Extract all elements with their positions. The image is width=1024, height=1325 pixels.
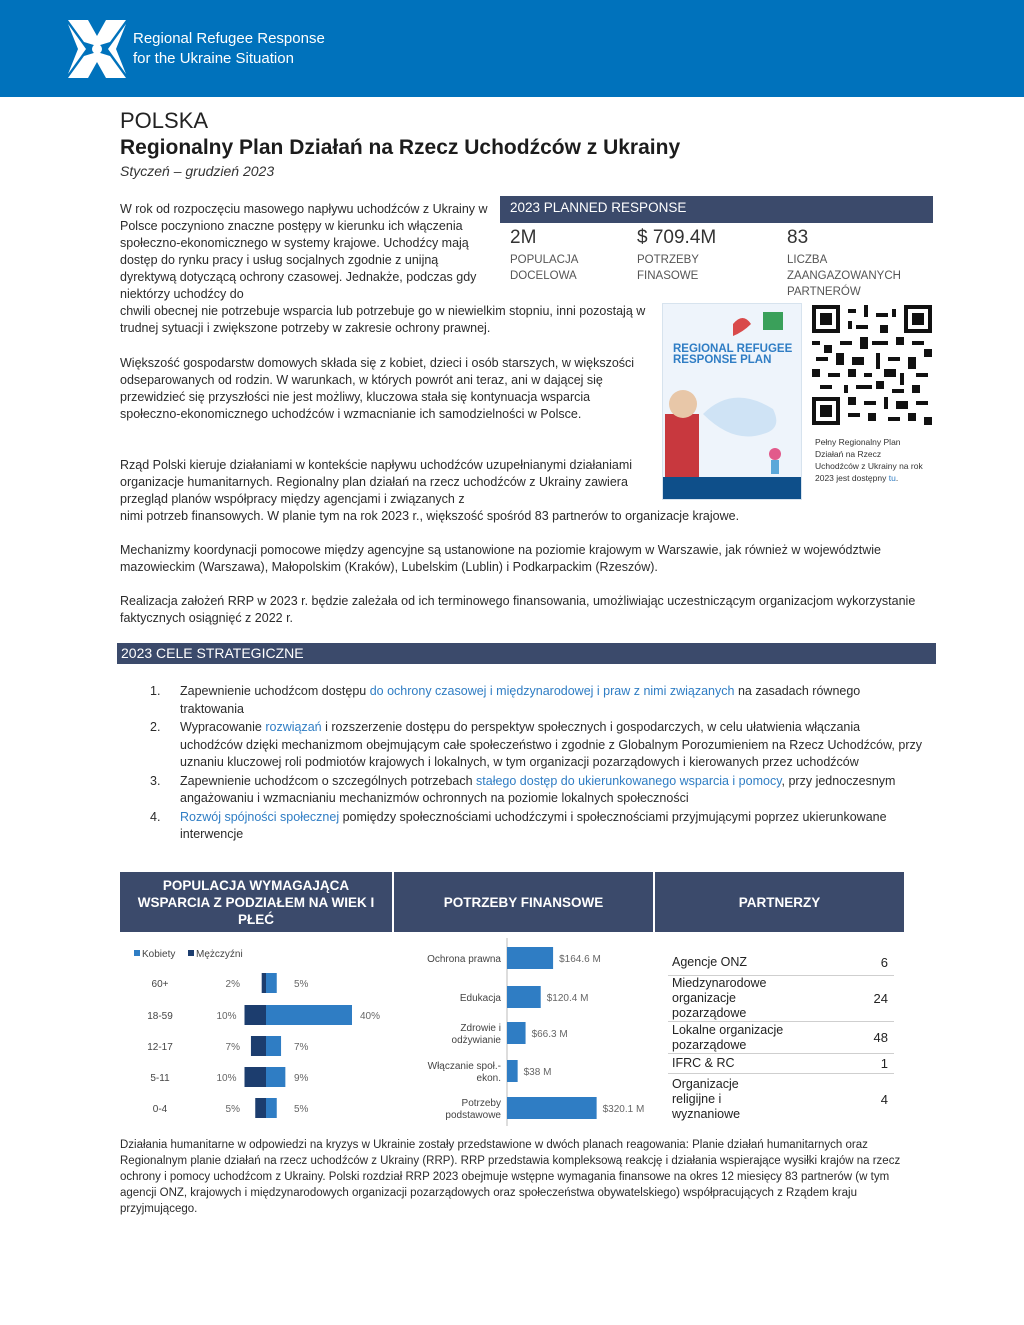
bar-male: [266, 1005, 352, 1025]
goal-text: Wypracowanie: [180, 720, 266, 734]
planned-response-heading: 2023 PLANNED RESPONSE: [500, 196, 933, 223]
bar-female: [262, 973, 266, 993]
cover-footer: [663, 477, 802, 499]
finance-category-label: Potrzeby: [461, 1098, 501, 1109]
partner-count: 48: [873, 1030, 888, 1045]
goal-text: , przy jednoczesnym angażowaniu i wzmacnianiu mechanizmów ochronnych na poziomie lokalnych społeczności: [180, 773, 896, 805]
org-name-line2: for the Ukraine Situation: [133, 50, 294, 67]
partner-row: [668, 1054, 894, 1074]
goal-text: pomiędzy społecznościami uchodźczymi i społecznościami przyjmującymi poprzez ukierunkowane interwencje: [180, 809, 887, 841]
female-share-label: 10%: [216, 1073, 237, 1084]
intro-paragraph-1b: chwili obecnej nie potrzebuje wsparcia lub potrzebuje go w niewielkim stopniu, inni pozostają w trudnej sytuacji i zwiększone potrzeby w zakresie ochrony prawnej.: [120, 304, 646, 335]
country-label: POLSKA: [120, 108, 209, 133]
stat-value: 2M: [510, 227, 537, 248]
finance-panel-heading: POTRZEBY FINANSOWE: [394, 872, 653, 932]
male-share-label: 9%: [294, 1073, 309, 1084]
org-name-line1: Regional Refugee Response: [133, 30, 325, 47]
finance-value-label: $164.6 M: [559, 954, 601, 965]
partner-count: 24: [873, 991, 888, 1006]
goal-link[interactable]: Rozwój spójności społecznej: [180, 809, 340, 824]
strategic-goals-list: [150, 683, 925, 845]
female-share-label: 7%: [225, 1042, 240, 1053]
rrp-cover-image[interactable]: [662, 303, 802, 500]
goal-number: 1.: [150, 684, 161, 698]
female-share-label: 5%: [225, 1104, 240, 1115]
goal-item: [150, 719, 925, 772]
bar-female: [245, 1067, 267, 1087]
partner-row: [668, 1074, 894, 1124]
bar-male: [266, 1036, 281, 1056]
finance-category-label: podstawowe: [445, 1110, 501, 1121]
header-band: [0, 0, 1024, 97]
intro-paragraph-1a: W rok od rozpoczęciu masowego napływu uchodźców z Ukrainy w Polsce poczyniono znaczne postępy w kierunku ich włączenia społeczno-ekonomicznego w systemy krajowe. Uchodźcy mają dostęp do rynku pracy i usług socjalnych zgodnie z unijną dyrektywą dotyczącą ochrony czasowej. Jednakże, podczas gdy niektórzy uchodźcy do: [120, 202, 488, 301]
finance-bar: [507, 947, 553, 969]
qr-code-icon[interactable]: [812, 305, 932, 425]
stat-financial-needs: [637, 227, 717, 284]
bar-female: [245, 1005, 267, 1025]
qr-link[interactable]: tu: [888, 473, 896, 483]
finance-bar: [507, 1097, 597, 1119]
goal-number: 2.: [150, 720, 161, 734]
partner-type: Miedzynarodowe organizacje pozarządowe: [672, 976, 767, 1020]
partner-type: Agencje ONZ: [672, 955, 748, 969]
goal-text: Zapewnienie uchodźcom o szczególnych potrzebach: [180, 773, 477, 788]
stat-partners: [787, 227, 927, 300]
bar-male: [266, 1067, 285, 1087]
stat-target-population: [510, 227, 600, 284]
partner-count: 1: [880, 1056, 888, 1071]
goal-link[interactable]: do ochrony czasowej i międzynarodowej i praw z nimi związanych: [369, 684, 735, 698]
intro-paragraph-2: Większość gospodarstw domowych składa się z kobiet, dzieci i osób starszych, w większości odseparowanych od rodzin. W warunkach, w których powrót ani teraz, ani w dającej się przewidzieć się przyszłości nie jest możliwy, kluczowa stała się kontynuacja wsparcia społeczno-ekonomicznego uchodźców i wzmacnianie ich samodzielności w Polsce.: [120, 356, 635, 421]
intro-paragraph-3: Rząd Polski kieruje działaniami w kontekście napływu uchodźców uzupełnianymi działaniami organizacje humanitarnych. Regionalny plan działań na rzecz uchodźców z Ukrainy zawiera przegląd planów współpracy między agencjami i związanych z: [120, 458, 633, 506]
male-share-label: 5%: [294, 1104, 309, 1115]
bar-male: [266, 1098, 277, 1118]
goal-link[interactable]: rozwiązań: [265, 720, 322, 734]
legend-label-mezczyzni: Mężczyźni: [196, 949, 243, 960]
goal-item: [150, 683, 925, 718]
rrp-logo-icon: [66, 18, 128, 80]
finance-category-label: Ochrona prawna: [427, 954, 501, 965]
finance-value-label: $38 M: [523, 1067, 552, 1078]
male-share-label: 5%: [294, 979, 309, 990]
finance-bar: [507, 986, 541, 1008]
partner-row: [668, 976, 894, 1022]
age-group-label: 18-59: [147, 1011, 173, 1022]
goal-link[interactable]: stałego dostęp do ukierunkowanego wsparcia i pomocy: [476, 773, 782, 788]
goal-text: Zapewnienie uchodźcom dostępu: [180, 684, 370, 698]
partner-count: 6: [880, 955, 888, 970]
age-group-label: 12-17: [147, 1042, 173, 1053]
population-panel-heading: POPULACJA WYMAGAJĄCA WSPARCIA Z PODZIAŁEM NA WIEK I PŁEĆ: [120, 872, 392, 932]
legend-label-kobiety: Kobiety: [142, 949, 176, 960]
age-group-label: 60+: [151, 979, 169, 990]
finance-value-label: $120.4 M: [546, 993, 589, 1004]
partner-row: [668, 1022, 894, 1054]
stat-label: POPULACJA DOCELOWA: [510, 254, 578, 282]
stat-label: POTRZEBY FINASOWE: [637, 254, 699, 282]
partner-count: 4: [880, 1091, 888, 1107]
goal-text: na zasadach równego traktowania: [180, 684, 861, 716]
finance-bar: [507, 1022, 526, 1044]
stat-label: LICZBA ZAANGAZOWANYCH PARTNERÓW: [787, 254, 901, 298]
org-name: [133, 29, 325, 69]
funding-paragraph: Realizacja założeń RRP w 2023 r. będzie zależała od ich terminowego finansowania, umożliwiając uczestniczącym organizacjom wykorzystanie faktycznych osiągnięć z 2022 r.: [120, 594, 916, 625]
qr-caption-text: Pełny Regionalny Plan Działań na Rzecz Uchodźców z Ukrainy na rok 2023 jest dostępny: [815, 437, 923, 483]
goal-number: 4.: [150, 809, 161, 824]
finance-category-label: Zdrowie i: [460, 1023, 501, 1034]
partners-table: [668, 950, 894, 1124]
finance-category-label: ekon.: [476, 1073, 501, 1084]
age-group-label: 0-4: [152, 1104, 168, 1115]
partner-type: IFRC & RC: [672, 1056, 735, 1070]
goal-item: [150, 809, 925, 844]
bar-male: [266, 973, 277, 993]
finance-value-label: $320.1 M: [602, 1104, 645, 1115]
bar-female: [251, 1036, 266, 1056]
goal-item: [150, 773, 925, 808]
coordination-paragraph: Mechanizmy koordynacji pomocowe między agencyjne są ustanowione na poziomie krajowym w Warszawie, jak również w województwie mazowieckim (Warszawa), Małopolskim (Kraków), Lubelskim (Lublin) i Podkarpackim (Rzeszów).: [120, 543, 881, 574]
partners-panel-heading: PARTNERZY: [655, 872, 904, 932]
intro-paragraph-3b: nimi potrzeb finansowych. W planie tym na rok 2023 r., większość spośród 83 partnerów to organizacje krajowe.: [120, 509, 740, 523]
qr-caption: Pełny Regionalny Plan Działań na Rzecz Uchodźców z Ukrainy na rok 2023 jest dostępny tu.: [815, 437, 923, 483]
document-period: Styczeń – grudzień 2023: [120, 163, 275, 179]
cover-title: REGIONAL REFUGEE RESPONSE PLAN: [673, 343, 793, 366]
female-share-label: 10%: [216, 1011, 237, 1022]
finance-category-label: odżywianie: [451, 1035, 501, 1046]
finance-category-label: Włączanie społ.-: [427, 1061, 501, 1072]
stat-value: $ 709.4M: [637, 227, 717, 248]
document-title: Regionalny Plan Działań na Rzecz Uchodźców z Ukrainy: [120, 136, 681, 159]
partner-type: Organizacje religijne i wyznaniowe: [672, 1076, 741, 1121]
age-group-label: 5-11: [150, 1073, 170, 1084]
legend-swatch-mezczyzni: [188, 950, 194, 956]
male-share-label: 7%: [294, 1042, 309, 1053]
strategic-goals-heading: 2023 CELE STRATEGICZNE: [117, 643, 936, 664]
male-share-label: 40%: [360, 1011, 381, 1022]
finance-category-label: Edukacja: [459, 993, 501, 1004]
legend-swatch-kobiety: [134, 950, 140, 956]
footer-note: Działania humanitarne w odpowiedzi na kryzys w Ukrainie zostały przedstawione w dwóch planach reagowania: Planie działań humanitarnych oraz Regionalnym planie działań na rzecz uchodźców z Ukrainy (RRP). RRP przedstawia kompleksową reakcję i działania wspierające wysiłki krajów na rzecz ochrony i pomocy uchodźcom z Ukrainy. Polski rozdział RRP 2023 obejmuje wstępne wymagania finansowe na okres 12 miesięcy 83 partnerów (w tym agencji ONZ, krajowych i międzynarodowych organizacji pozarządowych oraz społeczeństwa obywatelskiego) współpracujących z Rządem kraju przyjmującego.: [120, 1139, 901, 1215]
stat-value: 83: [787, 227, 809, 248]
finance-value-label: $66.3 M: [531, 1029, 568, 1040]
cover-illustration-icon: [663, 304, 802, 500]
charts-area: [120, 938, 660, 1128]
female-share-label: 2%: [225, 979, 240, 990]
finance-bar: [507, 1060, 518, 1082]
goal-number: 3.: [150, 773, 161, 788]
bar-female: [255, 1098, 266, 1118]
partner-type: Lokalne organizacje pozarządowe: [672, 1022, 784, 1052]
partner-row: [668, 950, 894, 976]
goal-text: i rozszerzenie dostępu do perspektyw społecznych i gospodarczych, w celu ułatwienia włączania uchodźców dzięki mechanizmom obejmującym całe społeczeństwo i zgodnie z Globalnym Porozumieniem na Rzecz Uchodźców, przy uznaniu kluczowej roli podmiotów krajowych i lokalnych, w tym organizacji pozarządowych i kierowanych przez uchodźców: [180, 720, 922, 769]
